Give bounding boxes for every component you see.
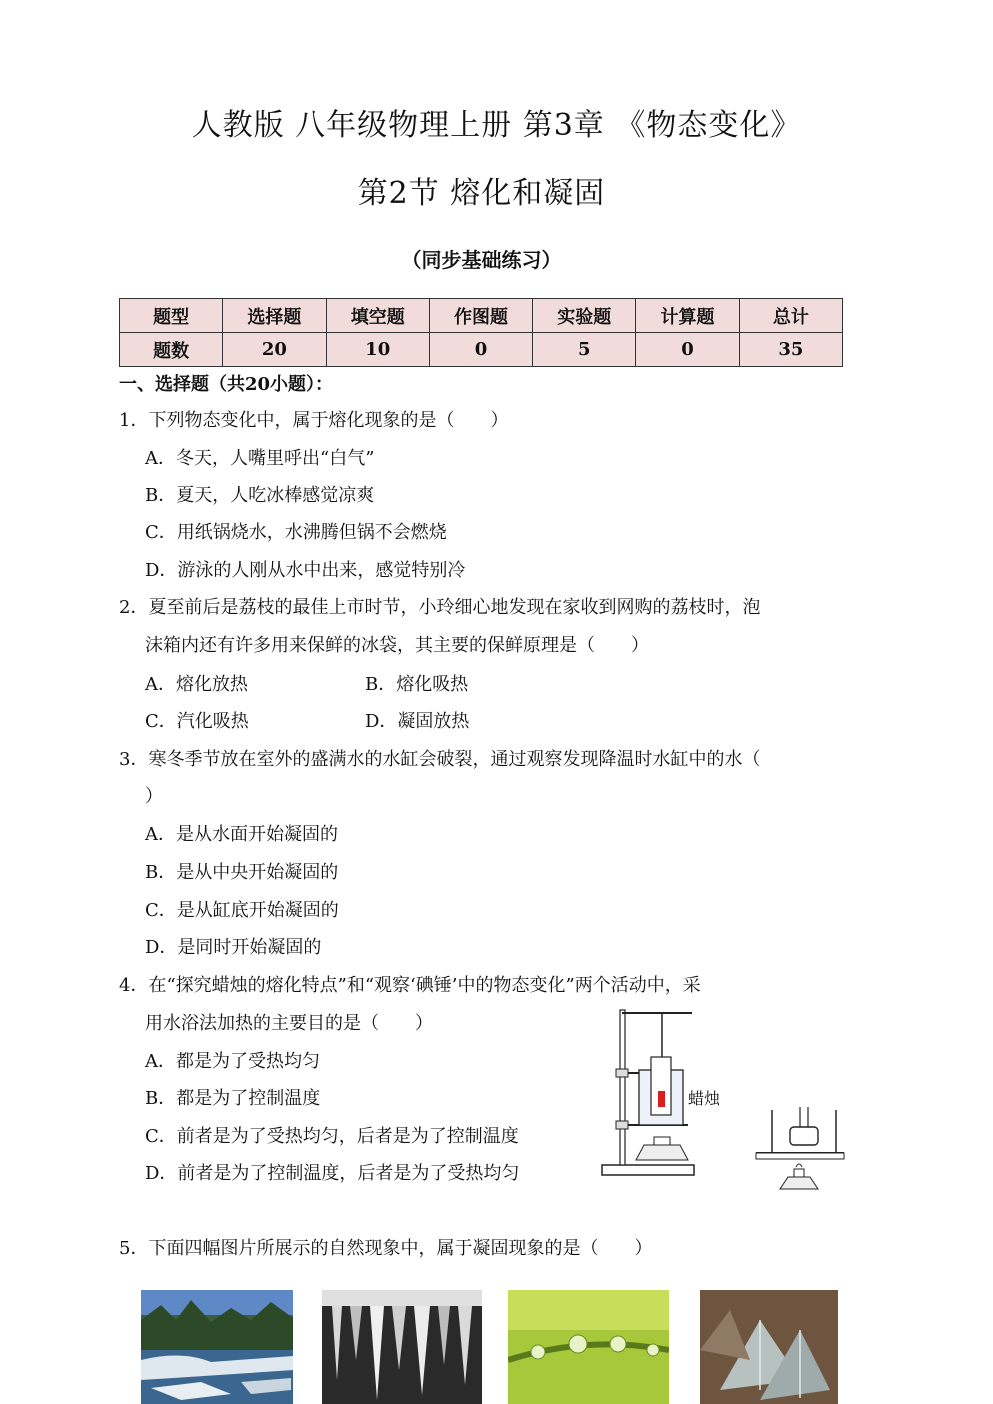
question-4-option-d: D．前者是为了控制温度，后者是为了受热均匀: [145, 1163, 520, 1184]
question-3-option-c: C．是从缸底开始凝固的: [145, 900, 339, 921]
question-3-option-d: D．是同时开始凝固的: [145, 937, 322, 958]
question-1-option-c: C．用纸锅烧水，水沸腾但锅不会燃烧: [145, 522, 447, 543]
table-cell: 计算题: [636, 299, 739, 333]
section-title: 第2节 熔化和凝固: [357, 176, 606, 211]
question-1-option-d: D．游泳的人刚从水中出来，感觉特别冷: [145, 560, 466, 581]
question-1-option-b: B．夏天，人吃冰棒感觉凉爽: [145, 485, 375, 506]
question-3-stem: 3．寒冬季节放在室外的盛满水的水缸会破裂，通过观察发现降温时水缸中的水（: [119, 749, 761, 770]
table-cell: 35: [739, 333, 842, 367]
table-cell: 填空题: [326, 299, 429, 333]
question-2-option-a: A．熔化放热: [145, 674, 248, 695]
candle-label: 蜡烛: [688, 1089, 721, 1108]
question-2-option-d: D．凝固放热: [365, 711, 470, 732]
photo-dew-drops: [508, 1290, 669, 1404]
question-4-stem-cont: 用水浴法加热的主要目的是（ ）: [145, 1013, 433, 1034]
candle-water-bath-figure: [600, 1005, 700, 1185]
table-cell: 题数: [120, 333, 223, 367]
table-cell: 10: [326, 333, 429, 367]
table-cell: 0: [429, 333, 532, 367]
table-row: [120, 333, 843, 367]
table-cell: 作图题: [429, 299, 532, 333]
document-title: 人教版 八年级物理上册 第3章 《物态变化》: [191, 108, 802, 143]
question-4-option-b: B．都是为了控制温度: [145, 1088, 321, 1109]
table-cell: 题型: [120, 299, 223, 333]
subtitle: （同步基础练习）: [401, 248, 562, 272]
question-1-option-a: A．冬天，人嘴里呼出“白气”: [145, 448, 375, 469]
table-cell: 0: [636, 333, 739, 367]
table-cell: 实验题: [533, 299, 636, 333]
question-2-option-b: B．熔化吸热: [365, 674, 469, 695]
photo-melting-river: [141, 1290, 293, 1404]
question-4-option-c: C．前者是为了受热均匀，后者是为了控制温度: [145, 1126, 519, 1147]
question-3-option-a: A．是从水面开始凝固的: [145, 824, 338, 845]
photo-icicles: [322, 1290, 482, 1404]
table-header-row: [120, 299, 843, 333]
question-1-stem: 1．下列物态变化中，属于熔化现象的是（ ）: [119, 410, 509, 431]
question-stats-table: [119, 298, 843, 367]
iodine-hammer-figure: [752, 1105, 848, 1200]
photo-frost-leaves: [700, 1290, 838, 1404]
question-2-option-c: C．汽化吸热: [145, 711, 249, 732]
question-3-stem-cont: ）: [145, 786, 163, 807]
question-3-option-b: B．是从中央开始凝固的: [145, 862, 339, 883]
question-2-stem: 2．夏至前后是荔枝的最佳上市时节，小玲细心地发现在家收到网购的荔枝时，泡: [119, 597, 761, 618]
table-cell: 总计: [739, 299, 842, 333]
question-2-stem-cont: 沫箱内还有许多用来保鲜的冰袋，其主要的保鲜原理是（ ）: [145, 635, 649, 656]
question-4-stem: 4．在“探究蜡烛的熔化特点”和“观察‘碘锤’中的物态变化”两个活动中，采: [119, 975, 701, 996]
question-5-stem: 5．下面四幅图片所展示的自然现象中，属于凝固现象的是（ ）: [119, 1238, 653, 1259]
table-cell: 选择题: [223, 299, 326, 333]
section-heading: 一、选择题（共20小题）：: [119, 374, 334, 395]
table-cell: 5: [533, 333, 636, 367]
table-cell: 20: [223, 333, 326, 367]
question-4-option-a: A．都是为了受热均匀: [145, 1051, 320, 1072]
